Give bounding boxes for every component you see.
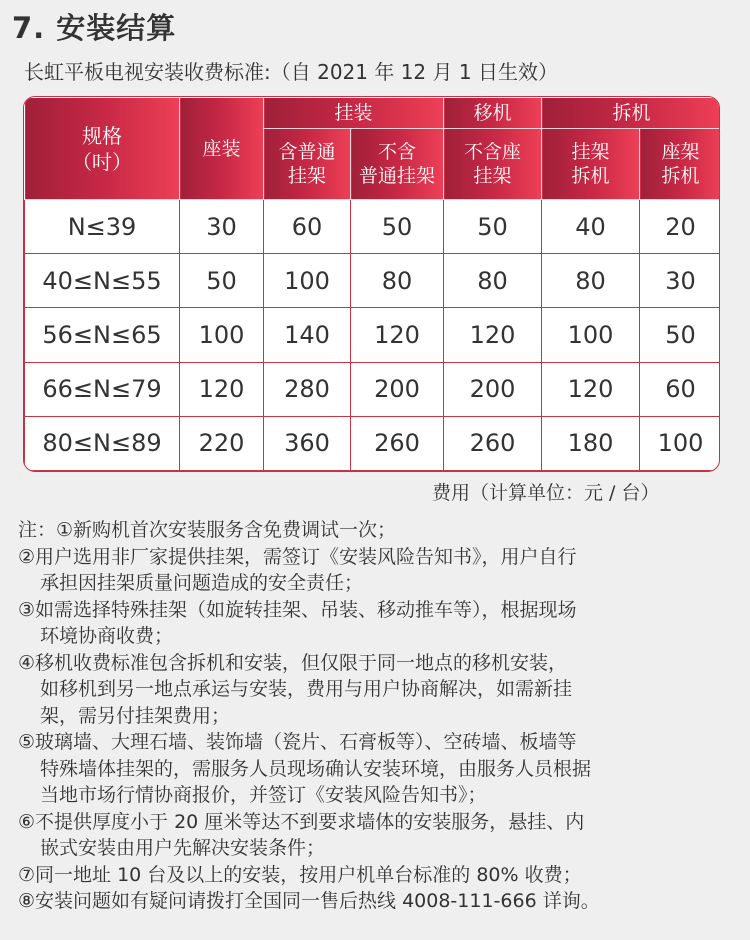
pricing-subtitle: 长虹平板电视安装收费标准:（自 2021 年 12 月 1 日生效）: [24, 60, 558, 84]
header-remove-seat: 座架 拆机: [640, 129, 720, 200]
cell-rm-wall: 40: [542, 200, 640, 254]
cell-seat: 120: [180, 362, 264, 416]
header-spec: 规格 （吋）: [25, 98, 180, 200]
cell-wall-inc: 100: [264, 254, 351, 308]
table-row: [25, 416, 721, 470]
cell-move: 80: [444, 254, 542, 308]
note-line: 当地市场行情协商报价，并签订《安装风险告知书》；: [40, 784, 487, 806]
fee-unit-note: 费用（计算单位：元 / 台）: [432, 482, 660, 504]
cell-seat: 30: [180, 200, 264, 254]
pricing-table: [23, 96, 720, 472]
cell-spec: 66≤N≤79: [25, 362, 180, 416]
cell-seat: 220: [180, 416, 264, 470]
cell-rm-wall: 80: [542, 254, 640, 308]
note-line: ⑧安装问题如有疑问请拨打全国同一售后热线 4008-111-666 详询。: [18, 890, 600, 912]
table-row: [25, 362, 721, 416]
cell-wall-inc: 140: [264, 308, 351, 362]
cell-rm-seat: 60: [640, 362, 720, 416]
note-line: 嵌式安装由用户先解决安装条件；: [40, 837, 326, 859]
header-move-group: 移机: [444, 98, 542, 129]
header-remove-group: 拆机: [542, 98, 720, 129]
note-line: ⑦同一地址 10 台及以上的安装，按用户机单台标准的 80% 收费；: [18, 863, 582, 886]
cell-spec: 80≤N≤89: [25, 416, 180, 470]
cell-wall-inc: 360: [264, 416, 351, 470]
note-line: 如移机到另一地点承运与安装，费用与用户协商解决，如需新挂: [40, 678, 573, 700]
cell-rm-wall: 100: [542, 308, 640, 362]
cell-move: 260: [444, 416, 542, 470]
cell-spec: 56≤N≤65: [25, 308, 180, 362]
table-row: [25, 254, 721, 308]
note-line: ⑤玻璃墙、大理石墙、装饰墙（瓷片、石膏板等）、空砖墙、板墙等: [18, 731, 577, 753]
section-title: 7. 安装结算: [12, 11, 177, 45]
cell-rm-seat: 50: [640, 308, 720, 362]
cell-rm-seat: 20: [640, 200, 720, 254]
cell-wall-inc: 60: [264, 200, 351, 254]
header-move-exc: 不含座 挂架: [444, 129, 542, 200]
note-line: ⑥不提供厚度小于 20 厘米等达不到要求墙体的安装服务，悬挂、内: [18, 810, 585, 833]
cell-wall-inc: 280: [264, 362, 351, 416]
table-body: [25, 200, 721, 471]
cell-wall-exc: 80: [351, 254, 444, 308]
cell-spec: 40≤N≤55: [25, 254, 180, 308]
table-row: [25, 200, 721, 254]
cell-rm-seat: 30: [640, 254, 720, 308]
cell-rm-seat: 100: [640, 416, 720, 470]
cell-wall-exc: 120: [351, 308, 444, 362]
cell-seat: 100: [180, 308, 264, 362]
header-wall-group: 挂装: [264, 98, 444, 129]
header-wall-exc: 不含 普通挂架: [351, 129, 444, 200]
cell-wall-exc: 200: [351, 362, 444, 416]
cell-move: 120: [444, 308, 542, 362]
cell-wall-exc: 260: [351, 416, 444, 470]
cell-spec: N≤39: [25, 200, 180, 254]
note-line: ④移机收费标准包含拆机和安装，但仅限于同一地点的移机安装，: [18, 651, 568, 674]
note-line: 特殊墙体挂架的，需服务人员现场确认安装环境，由服务人员根据: [40, 757, 592, 780]
header-seat-install: 座装: [180, 98, 264, 200]
note-line: 架，需另付挂架费用；: [40, 704, 231, 727]
cell-rm-wall: 120: [542, 362, 640, 416]
header-wall-inc: 含普通 挂架: [264, 129, 351, 200]
cell-seat: 50: [180, 254, 264, 308]
notes-list: [18, 517, 746, 915]
table-row: [25, 308, 721, 362]
cell-move: 50: [444, 200, 542, 254]
header-remove-wall: 挂架 拆机: [542, 129, 640, 200]
cell-wall-exc: 50: [351, 200, 444, 254]
note-line: 承担因挂架质量问题造成的安全责任；: [40, 572, 364, 594]
note-line: 环境协商收费；: [40, 625, 174, 647]
cell-move: 200: [444, 362, 542, 416]
note-line: ②用户选用非厂家提供挂架，需签订《安装风险告知书》，用户自行: [18, 545, 577, 568]
cell-rm-wall: 180: [542, 416, 640, 470]
note-line: 注：①新购机首次安装服务含免费调试一次；: [18, 519, 397, 541]
note-line: ③如需选择特殊挂架（如旋转挂架、吊装、移动推车等），根据现场: [18, 598, 577, 621]
